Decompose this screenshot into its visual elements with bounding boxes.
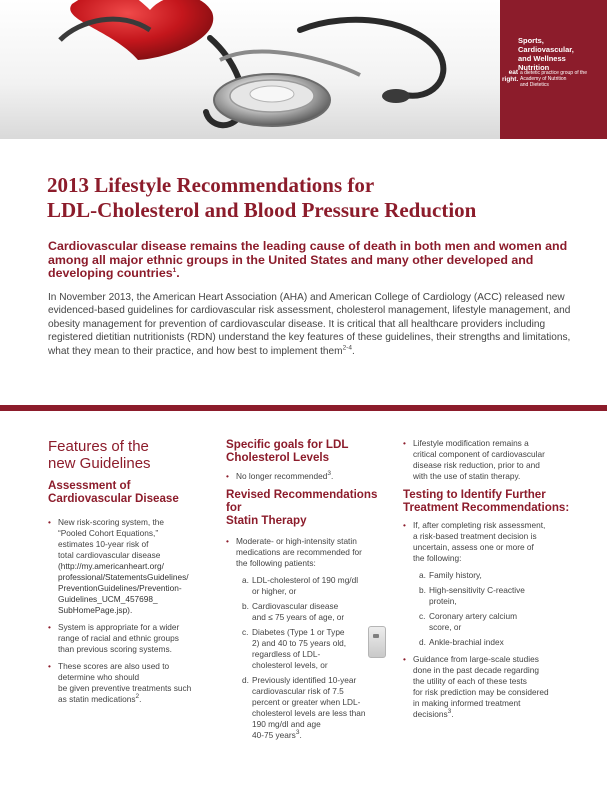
- text-line: • System is appropriate for a wider: [58, 622, 180, 632]
- text-line: determine who should: [58, 672, 140, 682]
- reference: 3: [295, 729, 300, 737]
- text-line: protein,: [429, 596, 457, 606]
- eat-right-line: eat: [508, 69, 518, 76]
- text-line: regardless of LDL-: [252, 649, 321, 659]
- ldl-goals-heading-line: Specific goals for LDL: [226, 438, 349, 451]
- text-fragment: 40-75 years: [252, 730, 296, 740]
- brand-name: [518, 36, 574, 72]
- medication-vial-icon: [368, 626, 386, 658]
- statin-heading: [226, 488, 392, 527]
- brand-name-line: Cardiovascular,: [518, 45, 574, 54]
- list-item: [48, 622, 213, 655]
- text-fragment: .: [299, 730, 302, 740]
- option-item: [413, 585, 575, 607]
- lead-text: Cardiovascular disease remains the leading cause of death in both men and women and among all major ethnic groups in the United States and many other developed and developing countries: [48, 239, 568, 281]
- intro-end: .: [351, 345, 355, 357]
- brand-name-line: and Wellness: [518, 54, 566, 63]
- brand-subtitle-line: and Dietetics: [520, 82, 549, 88]
- reference: 3: [327, 470, 331, 478]
- item-marker: a.: [242, 575, 249, 585]
- intro-reference: 2-4: [342, 344, 352, 352]
- assessment-options-list: [413, 570, 575, 648]
- features-heading-line: Features of the: [48, 438, 149, 455]
- lead-paragraph: Cardiovascular disease remains the leading cause of death in both men and women and among all major ethnic groups in the United States and many other developed and developing countries$^1$.: [48, 239, 568, 281]
- testing-heading-line: Testing to Identify Further: [403, 488, 546, 501]
- item-marker: c.: [242, 627, 249, 637]
- guideline-link[interactable]: professional/StatementsGuidelines/: [58, 572, 189, 582]
- text-line: in making informed treatment: [413, 698, 521, 708]
- features-heading: [48, 438, 213, 472]
- text-line: [252, 730, 392, 741]
- text-line: • If, after completing risk assessment,: [413, 520, 546, 530]
- text-line: Previously identified 10-year: [252, 675, 357, 685]
- header-image: [0, 0, 500, 139]
- section-divider: [0, 405, 607, 411]
- text-line: disease risk reduction, prior to and: [413, 460, 540, 470]
- text-fragment: as statin medications: [58, 694, 136, 704]
- eat-right-logo: [502, 69, 518, 83]
- text-line: or higher, or: [252, 586, 297, 596]
- text-fragment: No longer recommended: [236, 471, 328, 481]
- text-line: than previous scoring systems.: [58, 644, 172, 654]
- column-features: [48, 438, 213, 711]
- guideline-link[interactable]: (http://my.americanheart.org/: [58, 561, 164, 571]
- assessment-heading: [48, 479, 213, 505]
- brand-subtitle-line: Academy of Nutrition: [520, 76, 567, 82]
- features-heading-line: new Guidelines: [48, 455, 151, 472]
- text-line: total cardiovascular disease: [58, 550, 161, 560]
- statin-heading-line: Revised Recommendations for: [226, 488, 378, 514]
- text-line: “Pooled Cohort Equations,”: [58, 528, 159, 538]
- text-line: with the use of statin therapy.: [413, 471, 521, 481]
- lead-reference: 1: [172, 267, 177, 275]
- list-item: [403, 438, 575, 482]
- testing-heading-line: Treatment Recommendations:: [403, 501, 570, 514]
- text-line: for risk prediction may be considered: [413, 687, 549, 697]
- testing-heading: [403, 488, 575, 514]
- assessment-heading-line: Cardiovascular Disease: [48, 492, 179, 505]
- brand-subtitle-line: a dietetic practice group of the: [520, 70, 587, 76]
- text-fragment: .: [451, 709, 454, 719]
- patient-criteria-list: [236, 575, 392, 741]
- option-item: [413, 570, 575, 581]
- assessment-list: [48, 517, 213, 705]
- text-line: Ankle-brachial index: [429, 637, 504, 647]
- lifestyle-list: [403, 438, 575, 482]
- text-line: Cardiovascular disease: [252, 601, 339, 611]
- page-title: [47, 173, 476, 223]
- text-line: Diabetes (Type 1 or Type: [252, 627, 345, 637]
- statin-heading-line: Statin Therapy: [226, 514, 307, 527]
- text-line: percent or greater when LDL-: [252, 697, 361, 707]
- text-fragment: .: [330, 471, 334, 481]
- ldl-goals-heading: [226, 438, 392, 464]
- text-line: the following patients:: [236, 558, 316, 568]
- guideline-link[interactable]: Guidelines_UCM_457698_: [58, 594, 158, 604]
- text-line: • Lifestyle modification remains a: [413, 438, 529, 448]
- text-line: be given preventive treatments such: [58, 683, 192, 693]
- text-line: done in the past decade regarding: [413, 665, 539, 675]
- item-marker: a.: [419, 570, 426, 580]
- text-line: medications are recommended for: [236, 547, 362, 557]
- text-line: the following:: [413, 553, 462, 563]
- page-title-line: LDL-Cholesterol and Blood Pressure Reduction: [47, 198, 477, 222]
- text-line: Family history,: [429, 570, 482, 580]
- brand-subtitle: [520, 70, 602, 88]
- text-line: [58, 694, 213, 705]
- text-line: cholesterol levels are less than: [252, 708, 366, 718]
- text-line: High-sensitivity C-reactive: [429, 585, 525, 595]
- guideline-link[interactable]: SubHomePage.jsp).: [58, 605, 133, 615]
- item-marker: d.: [419, 637, 426, 647]
- text-line: score, or: [429, 622, 462, 632]
- text-line: range of racial and ethnic groups: [58, 633, 179, 643]
- text-line: • These scores are also used to: [58, 661, 170, 671]
- text-line: LDL-cholesterol of 190 mg/dl: [252, 575, 359, 585]
- heart-stethoscope-illustration: [0, 0, 500, 139]
- text-line: [413, 709, 575, 720]
- page-title-line: 2013 Lifestyle Recommendations for: [47, 173, 375, 197]
- text-fragment: .: [139, 694, 142, 704]
- text-line: • New risk-scoring system, the: [58, 517, 165, 527]
- text-line: 190 mg/dl and age: [252, 719, 321, 729]
- text-line: cholesterol levels, or: [252, 660, 328, 670]
- list-item: [48, 661, 213, 705]
- list-item: [226, 471, 392, 482]
- text-line: cardiovascular risk of 7.5: [252, 686, 344, 696]
- ldl-goals-list: [226, 471, 392, 482]
- item-marker: b.: [242, 601, 249, 611]
- text-line: Coronary artery calcium: [429, 611, 518, 621]
- text-line: estimates 10-year risk of: [58, 539, 149, 549]
- assessment-heading-line: Assessment of: [48, 479, 131, 492]
- text-line: the utility of each of these tests: [413, 676, 527, 686]
- text-line: • Moderate- or high-intensity statin: [236, 536, 357, 546]
- criteria-item: [236, 675, 392, 741]
- item-marker: b.: [419, 585, 426, 595]
- criteria-item: [236, 575, 392, 597]
- reference: 2: [135, 693, 140, 701]
- text-fragment: decisions: [413, 709, 448, 719]
- text-line: 2) and 40 to 75 years old,: [252, 638, 347, 648]
- guideline-link[interactable]: PreventionGuidelines/Prevention-: [58, 583, 182, 593]
- brand-name-line: Nutrition: [518, 63, 550, 72]
- option-item: [413, 611, 575, 633]
- column-statin: [226, 438, 392, 747]
- text-line: and ≤ 75 years of age, or: [252, 612, 345, 622]
- option-item: [413, 637, 575, 648]
- testing-list: [403, 520, 575, 720]
- list-item: [48, 517, 213, 616]
- intro-paragraph: [48, 291, 583, 358]
- ldl-goals-heading-line: Cholesterol Levels: [226, 451, 330, 464]
- eat-right-line: right.: [502, 76, 519, 83]
- text-line: • Guidance from large-scale studies: [413, 654, 539, 664]
- text-line: a risk-based treatment decision is: [413, 531, 537, 541]
- item-marker: d.: [242, 675, 249, 685]
- text-line: uncertain, assess one or more of: [413, 542, 534, 552]
- text-line: critical component of cardiovascular: [413, 449, 545, 459]
- list-item: [403, 520, 575, 648]
- brand-name-line: Sports,: [518, 36, 544, 45]
- reference: 3: [447, 708, 452, 716]
- brand-block: [500, 0, 607, 139]
- column-testing: [403, 438, 575, 726]
- criteria-item: [236, 601, 392, 623]
- intro-text: In November 2013, the American Heart Association (AHA) and American College of Cardiology (ACC) released new evidenced-based guidelines for cardiovascular risk assessment, cholesterol management, lifestyle management, and obesity management for prevention of cardiovascular disease. It is critical that all healthcare providers including registered dietitian nutritionists (RDN) understand the key features of these guidelines, their strengths and limitations, what they mean to their practice, and how best to implement them: [48, 292, 571, 357]
- item-marker: c.: [419, 611, 426, 621]
- list-item: [403, 654, 575, 720]
